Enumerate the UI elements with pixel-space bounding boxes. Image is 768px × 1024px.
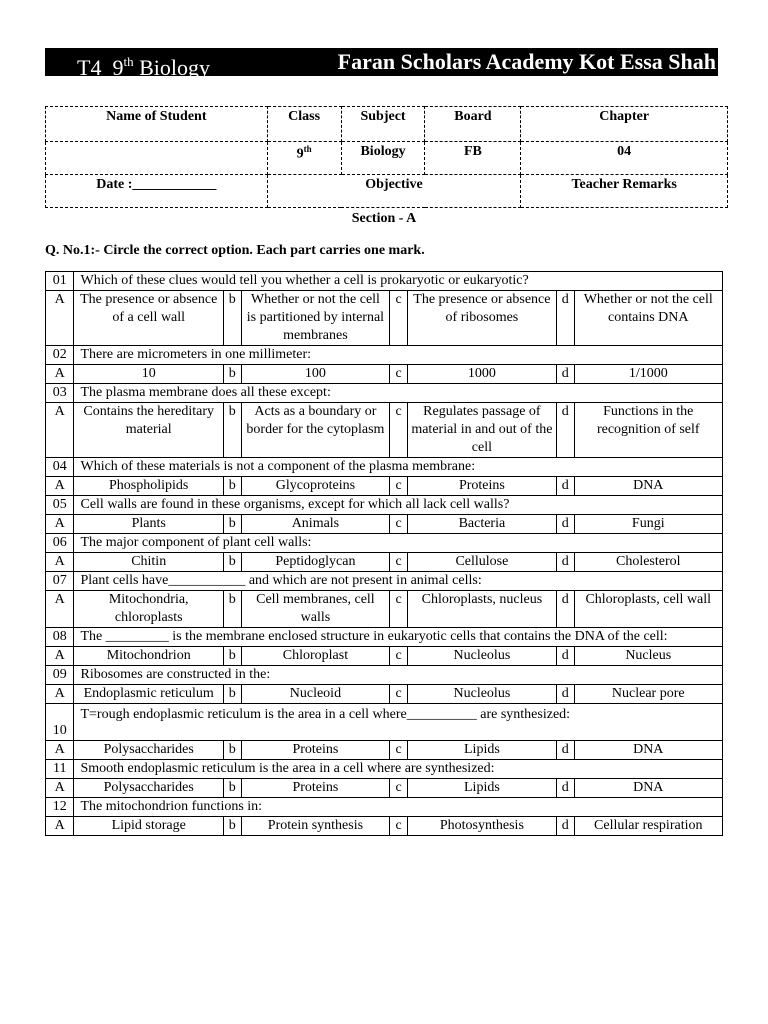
options-row (46, 477, 723, 496)
option-text[interactable]: Plants (74, 515, 223, 534)
option-text[interactable]: Nucleolus (407, 647, 556, 666)
option-letter[interactable]: c (390, 403, 408, 458)
question-row (46, 458, 723, 477)
question-text: The plasma membrane does all these except: (74, 384, 723, 403)
name-label: Name of Student (46, 107, 268, 142)
option-letter[interactable]: c (390, 515, 408, 534)
option-text[interactable]: Photosynthesis (407, 817, 556, 836)
option-letter[interactable]: b (223, 647, 241, 666)
option-letter[interactable]: A (46, 403, 74, 458)
option-text[interactable]: Animals (241, 515, 390, 534)
option-text[interactable]: Cellular respiration (574, 817, 722, 836)
option-text[interactable]: Proteins (407, 477, 556, 496)
question-text: There are micrometers in one millimeter: (74, 346, 723, 365)
option-letter[interactable]: A (46, 291, 74, 346)
question-row (46, 628, 723, 647)
option-letter[interactable]: A (46, 553, 74, 572)
question-number: 11 (46, 760, 74, 779)
option-letter[interactable]: d (556, 741, 574, 760)
options-row (46, 291, 723, 346)
question-row (46, 704, 723, 741)
question-text: Ribosomes are constructed in the: (74, 666, 723, 685)
options-row (46, 365, 723, 384)
option-text[interactable]: Lipid storage (74, 817, 223, 836)
header-grade-suffix: th (123, 54, 134, 69)
option-text[interactable]: Chloroplasts, nucleus (407, 591, 556, 628)
chapter-label: Chapter (521, 107, 728, 142)
option-letter[interactable]: d (556, 477, 574, 496)
question-row (46, 798, 723, 817)
option-letter[interactable]: b (223, 515, 241, 534)
subject-value: Biology (341, 142, 425, 175)
option-letter[interactable]: b (223, 365, 241, 384)
option-text[interactable]: Cell membranes, cell walls (241, 591, 390, 628)
option-letter[interactable]: b (223, 553, 241, 572)
question-row (46, 346, 723, 365)
header-subject: Biology (139, 55, 210, 80)
option-text[interactable]: Contains the hereditary material (74, 403, 223, 458)
question-row (46, 534, 723, 553)
option-text[interactable]: Nuclear pore (574, 685, 722, 704)
option-text[interactable]: Endoplasmic reticulum (74, 685, 223, 704)
option-letter[interactable]: A (46, 685, 74, 704)
option-letter[interactable]: c (390, 779, 408, 798)
question-text: Cell walls are found in these organisms, except for which all lack cell walls? (74, 496, 723, 515)
option-letter[interactable]: c (390, 817, 408, 836)
option-letter[interactable]: d (556, 817, 574, 836)
question-text: T=rough endoplasmic reticulum is the area in a cell where__________ are synthesized: (74, 704, 723, 741)
header-code: T4 (77, 55, 102, 80)
option-letter[interactable]: b (223, 685, 241, 704)
option-letter[interactable]: A (46, 477, 74, 496)
option-text[interactable]: Nucleus (574, 647, 722, 666)
chapter-value: 04 (521, 142, 728, 175)
option-letter[interactable]: c (390, 591, 408, 628)
class-num: 9 (296, 146, 304, 162)
header-academy: Faran Scholars Academy Kot Essa Shah (337, 49, 716, 74)
option-letter[interactable]: b (223, 741, 241, 760)
option-text[interactable]: Mitochondria, chloroplasts (74, 591, 223, 628)
option-letter[interactable]: A (46, 515, 74, 534)
class-sup: th (303, 144, 312, 154)
option-letter[interactable]: b (223, 291, 241, 346)
question-text: Which of these clues would tell you whether a cell is prokaryotic or eukaryotic? (74, 272, 723, 291)
option-letter[interactable]: d (556, 515, 574, 534)
board-value: FB (425, 142, 521, 175)
option-letter[interactable]: A (46, 647, 74, 666)
option-letter[interactable]: c (390, 741, 408, 760)
question-instruction: Q. No.1:- Circle the correct option. Each part carries one mark. (45, 243, 425, 258)
option-text[interactable]: 1000 (407, 365, 556, 384)
option-letter[interactable]: b (223, 779, 241, 798)
option-text[interactable]: The presence or absence of ribosomes (407, 291, 556, 346)
option-text[interactable]: Chloroplasts, cell wall (574, 591, 722, 628)
option-text[interactable]: Mitochondrion (74, 647, 223, 666)
options-row (46, 817, 723, 836)
question-row (46, 572, 723, 591)
option-text[interactable]: DNA (574, 477, 722, 496)
option-text[interactable]: Nucleolus (407, 685, 556, 704)
board-label: Board (425, 107, 521, 142)
option-text[interactable]: 10 (74, 365, 223, 384)
options-row (46, 591, 723, 628)
options-row (46, 685, 723, 704)
option-letter[interactable]: b (223, 477, 241, 496)
options-row (46, 553, 723, 572)
options-row (46, 515, 723, 534)
option-text[interactable]: Polysaccharides (74, 779, 223, 798)
question-text: The _________ is the membrane enclosed structure in eukaryotic cells that contains the DNA of the cell: (74, 628, 723, 647)
option-letter[interactable]: d (556, 591, 574, 628)
question-number: 12 (46, 798, 74, 817)
options-row (46, 741, 723, 760)
option-letter[interactable]: b (223, 591, 241, 628)
question-text: Which of these materials is not a component of the plasma membrane: (74, 458, 723, 477)
question-row (46, 666, 723, 685)
test-type: Objective (267, 175, 521, 208)
question-number: 07 (46, 572, 74, 591)
question-text: The major component of plant cell walls: (74, 534, 723, 553)
question-number: 01 (46, 272, 74, 291)
option-letter[interactable]: c (390, 553, 408, 572)
option-text[interactable]: Polysaccharides (74, 741, 223, 760)
option-text[interactable]: DNA (574, 741, 722, 760)
option-text[interactable]: 1/1000 (574, 365, 722, 384)
question-number: 05 (46, 496, 74, 515)
option-text[interactable]: Cellulose (407, 553, 556, 572)
option-letter[interactable]: d (556, 647, 574, 666)
class-value (267, 142, 341, 175)
option-text[interactable]: 100 (241, 365, 390, 384)
option-text[interactable]: Proteins (241, 779, 390, 798)
question-row (46, 760, 723, 779)
option-letter[interactable]: b (223, 403, 241, 458)
question-row (46, 496, 723, 515)
class-label: Class (267, 107, 341, 142)
option-text[interactable]: Bacteria (407, 515, 556, 534)
options-row (46, 647, 723, 666)
option-text[interactable]: DNA (574, 779, 722, 798)
header-banner (45, 48, 718, 80)
question-text: Smooth endoplasmic reticulum is the area in a cell where are synthesized: (74, 760, 723, 779)
option-text[interactable]: Lipids (407, 741, 556, 760)
option-letter[interactable]: d (556, 685, 574, 704)
option-text[interactable]: Peptidoglycan (241, 553, 390, 572)
option-text[interactable]: Chitin (74, 553, 223, 572)
option-text[interactable]: Chloroplast (241, 647, 390, 666)
option-letter[interactable]: A (46, 741, 74, 760)
question-number: 10 (46, 704, 74, 741)
option-text[interactable]: Regulates passage of material in and out of the cell (407, 403, 556, 458)
question-number: 09 (46, 666, 74, 685)
option-letter[interactable]: d (556, 291, 574, 346)
student-info-table (45, 106, 728, 208)
option-letter[interactable]: A (46, 591, 74, 628)
option-letter[interactable]: d (556, 553, 574, 572)
option-letter[interactable]: c (390, 291, 408, 346)
question-number: 06 (46, 534, 74, 553)
option-text[interactable]: Functions in the recognition of self (574, 403, 722, 458)
option-letter[interactable]: A (46, 817, 74, 836)
teacher-remarks: Teacher Remarks (521, 175, 728, 208)
options-row (46, 403, 723, 458)
question-row (46, 272, 723, 291)
question-number: 02 (46, 346, 74, 365)
question-text: Plant cells have___________ and which are not present in animal cells: (74, 572, 723, 591)
section-title: Section - A (351, 211, 417, 226)
option-letter[interactable]: c (390, 685, 408, 704)
option-text[interactable]: Whether or not the cell is partitioned by internal membranes (241, 291, 390, 346)
option-letter[interactable]: d (556, 403, 574, 458)
option-letter[interactable]: d (556, 779, 574, 798)
question-number: 08 (46, 628, 74, 647)
option-text[interactable]: Cholesterol (574, 553, 722, 572)
option-text[interactable]: Whether or not the cell contains DNA (574, 291, 722, 346)
option-text[interactable]: Proteins (241, 741, 390, 760)
date-field[interactable]: Date :____________ (46, 175, 268, 208)
question-row (46, 384, 723, 403)
option-text[interactable]: Acts as a boundary or border for the cytoplasm (241, 403, 390, 458)
option-text[interactable]: Nucleoid (241, 685, 390, 704)
options-row (46, 779, 723, 798)
option-text[interactable]: The presence or absence of a cell wall (74, 291, 223, 346)
mcq-table (45, 271, 723, 836)
option-letter[interactable]: A (46, 779, 74, 798)
subject-label: Subject (341, 107, 425, 142)
option-text[interactable]: Phospholipids (74, 477, 223, 496)
option-text[interactable]: Protein synthesis (241, 817, 390, 836)
option-text[interactable]: Lipids (407, 779, 556, 798)
question-number: 03 (46, 384, 74, 403)
option-text[interactable]: Fungi (574, 515, 722, 534)
option-letter[interactable]: c (390, 477, 408, 496)
header-class-subject (77, 48, 210, 82)
option-letter[interactable]: d (556, 365, 574, 384)
option-letter[interactable]: b (223, 817, 241, 836)
option-letter[interactable]: c (390, 365, 408, 384)
option-letter[interactable]: A (46, 365, 74, 384)
question-text: The mitochondrion functions in: (74, 798, 723, 817)
option-text[interactable]: Glycoproteins (241, 477, 390, 496)
name-field[interactable] (46, 142, 268, 175)
option-letter[interactable]: c (390, 647, 408, 666)
header-grade: 9 (112, 55, 124, 80)
question-number: 04 (46, 458, 74, 477)
